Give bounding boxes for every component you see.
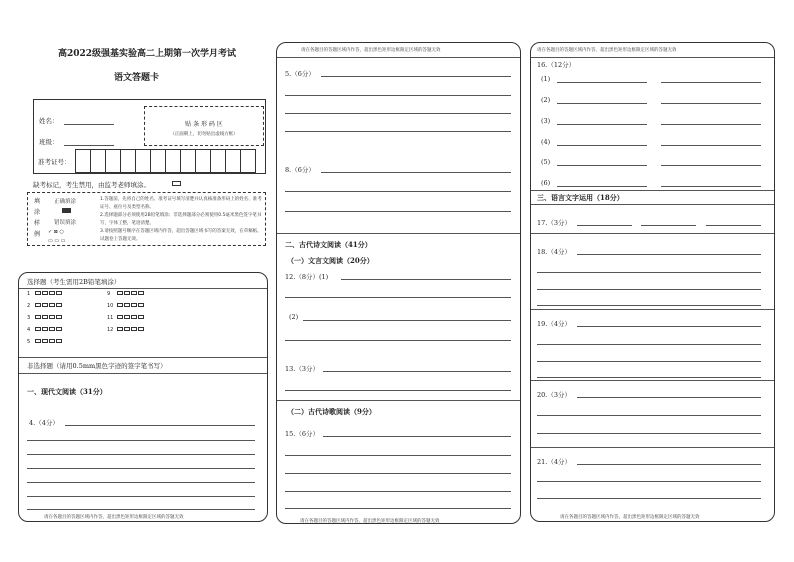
- answer-panel-1: [18, 272, 268, 522]
- mc-grid[interactable]: 1 2 3 4 5 9 10 11 12: [27, 291, 147, 353]
- q18-label: 18.（4分）: [537, 248, 571, 256]
- absent-note: 缺考标记，考生禁用，由监考老师填涂。: [33, 181, 150, 189]
- q21-label: 21.（4分）: [537, 458, 571, 466]
- name-label: 姓名：: [39, 117, 59, 125]
- q13-label: 13.（3分）: [285, 365, 319, 373]
- student-info-box: [33, 99, 266, 174]
- q15-label: 15.（6分）: [285, 430, 319, 438]
- q4-label: 4.（4分）: [29, 419, 59, 427]
- sub-section-poetry: （二）古代诗歌阅读（9分）: [287, 407, 376, 416]
- footer-note-1: 请在各题目的答题区域内作答，超出黑色矩形边框限定区域的答题无效: [44, 515, 184, 520]
- absent-mark-box[interactable]: [172, 181, 181, 186]
- q16-item-3: (3): [541, 117, 551, 125]
- fill-example-box: [27, 192, 266, 246]
- answer-panel-3: [530, 42, 775, 522]
- class-label: 班级：: [39, 138, 59, 146]
- barcode-area: [144, 106, 264, 146]
- non-mc-title: 非选择题（请用0.5mm黑色字迹的签字笔书写）: [27, 362, 167, 370]
- class-field[interactable]: [64, 145, 114, 146]
- q5-label: 5.（6分）: [285, 70, 315, 78]
- barcode-title: 贴 条 形 码 区: [185, 121, 223, 128]
- section-2-heading: 二、古代诗文阅读（41分）: [285, 240, 372, 249]
- q12-2-label: (2): [289, 313, 299, 321]
- correct-fill-label: 正确填涂: [54, 199, 77, 205]
- exam-number-label: 准考证号：: [38, 158, 71, 166]
- fill-instructions: 1.答题前，先将自己的姓名、准考证号填写清楚并认真核准条形码上的姓名、准考证号、座位号及类型名称。 2.选择题部分必须使用2B铅笔填涂；非选择题部分必须使用0.5毫米黑色签字笔书写，字体工整，笔迹清楚。 3.请按照题号顺序在答题区域内作答，超出答题区域书写的答案无效，在草稿纸、试题卷上答题无效。: [100, 197, 262, 242]
- q16-item-1: (1): [541, 75, 551, 83]
- wrong-fill-samples: ✓ ⊠ ○ ▭ ▭ ▭: [48, 229, 66, 244]
- name-field[interactable]: [64, 124, 114, 125]
- footer-note-3: 请在各题目的答题区域内作答，超出黑色矩形边框限定区域的答题无效: [560, 515, 700, 520]
- q8-label: 8.（6分）: [285, 166, 315, 174]
- header-note-3: 请在各题目的答题区域内作答，超出黑色矩形边框限定区域的答题无效: [537, 48, 677, 53]
- mc-title: 选择题（考生需用2B铅笔填涂）: [27, 278, 121, 286]
- fill-example-label: 填 涂 样 例: [34, 198, 41, 238]
- section-3-heading: 三、语言文字运用（18分）: [537, 193, 624, 202]
- q16-item-4: (4): [541, 138, 551, 146]
- exam-number-cells[interactable]: [75, 149, 256, 173]
- q20-label: 20.（3分）: [537, 391, 571, 399]
- wrong-fill-label: 错误填涂: [54, 220, 77, 226]
- q12-1-label: 12.（8分）(1): [285, 273, 329, 281]
- q16-item-5: (5): [541, 158, 551, 166]
- correct-fill-sample: [62, 208, 71, 213]
- barcode-note: （正面朝上，切勿贴出虚线方框）: [170, 132, 238, 137]
- sub-section-classical: （一）文言文阅读（20分）: [287, 256, 374, 265]
- exam-title: 高2022级强基实验高二上期第一次学月考试: [58, 49, 237, 59]
- q16-item-2: (2): [541, 96, 551, 104]
- q16-label: 16.（12分）: [537, 61, 576, 69]
- header-note-2: 请在各题目的答题区域内作答，超出黑色矩形边框限定区域的答题无效: [301, 48, 441, 53]
- answer-panel-2: [276, 42, 521, 524]
- q17-label: 17.（3分）: [537, 219, 571, 227]
- footer-note-2: 请在各题目的答题区域内作答，超出黑色矩形边框限定区域的答题无效: [300, 519, 440, 524]
- q16-item-6: (6): [541, 179, 551, 187]
- section-1-heading: 一、现代文阅读（31分）: [27, 387, 107, 396]
- answer-sheet-title: 语文答题卡: [114, 73, 160, 83]
- q19-label: 19.（4分）: [537, 320, 571, 328]
